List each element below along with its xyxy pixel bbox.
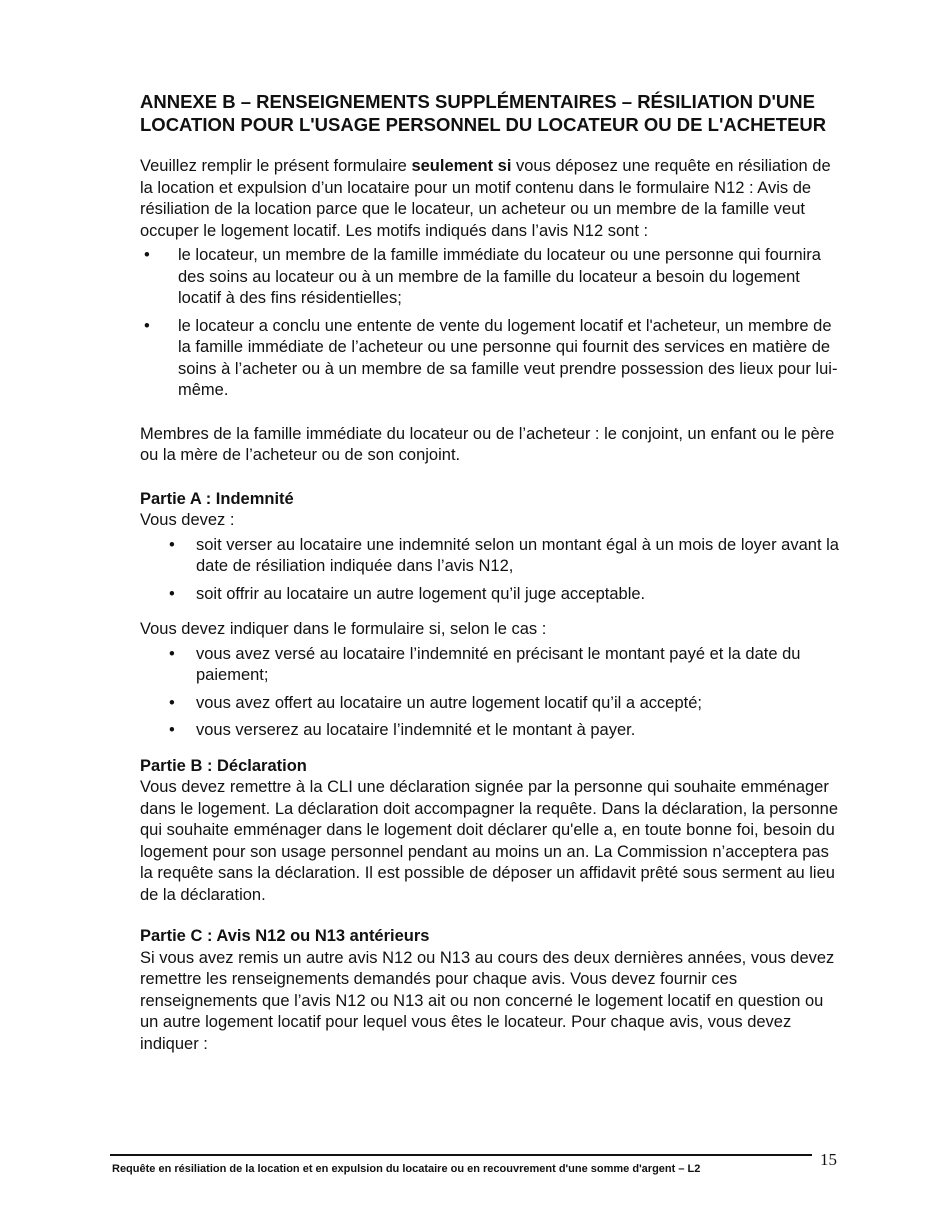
list-item: • vous avez versé au locataire l’indemnité en précisant le montant payé et la date du paiement; <box>140 644 840 687</box>
partie-c-body: Si vous avez remis un autre avis N12 ou N13 au cours des deux dernières années, vous devez remettre les renseignements demandés pour chaque avis. Vous devez fournir ces renseignements que l’avis N12 ou N13 ait ou non concerné le logement locatif en question ou un autre logement locatif pour lequel vous êtes le locateur. Pour chaque avis, vous devez indiquer : <box>140 948 835 1053</box>
partie-a-lead: Vous devez : <box>140 511 235 529</box>
partie-c-title: Partie C : Avis N12 ou N13 antérieurs <box>140 927 430 945</box>
family-definition: Membres de la famille immédiate du locateur ou de l’acheteur : le conjoint, un enfant ou le père ou la mère de l’acheteur ou de son conjoint. <box>140 424 835 464</box>
annex-heading: ANNEXE B – RENSEIGNEMENTS SUPPLÉMENTAIRES – RÉSILIATION D'UNE LOCATION POUR L'USAGE PERSONNEL DU LOCATEUR OU DE L'ACHETEUR <box>140 91 827 135</box>
footer-text: Requête en résiliation de la location et en expulsion du locataire ou en recouvrement d'une somme d'argent – L2 <box>112 1163 701 1175</box>
intro-paragraph <box>140 156 840 242</box>
list-item: • vous verserez au locataire l’indemnité et le montant à payer. <box>140 720 840 742</box>
intro-text-end: vous déposez une requête en résiliation de la location et expulsion d’un locataire pour un motif contenu dans le formulaire N12 : Avis de résiliation de la location parce que le locateur, un acheteur ou un membre de la famille veut occuper le logement locatif. Les motifs indiqués dans l’avis N12 sont : <box>140 157 831 240</box>
page-number: 15 <box>820 1150 837 1169</box>
motifs-list <box>140 245 840 402</box>
list-item: • le locateur a conclu une entente de vente du logement locatif et l'acheteur, un membre de la famille immédiate de l’acheteur ou une personne qui fournit des services en matière de soins à l’acheter ou à un membre de sa famille veut prendre possession des lieux pour lui-même. <box>140 316 840 402</box>
list-item: • vous avez offert au locataire un autre logement locatif qu’il a accepté; <box>140 693 840 715</box>
list-item: • soit offrir au locataire un autre logement qu’il juge acceptable. <box>140 584 840 606</box>
document-page <box>140 90 840 1055</box>
list-item: • le locateur, un membre de la famille immédiate du locateur ou une personne qui fournira des soins au locateur ou à un membre de la famille du locateur a besoin du logement locatif à des fins résidentielles; <box>140 245 840 310</box>
partie-a-options <box>140 535 840 606</box>
list-item: • soit verser au locataire une indemnité selon un montant égal à un mois de loyer avant la date de résiliation indiquée dans l’avis N12, <box>140 535 840 578</box>
partie-b-title: Partie B : Déclaration <box>140 756 307 775</box>
partie-a-title: Partie A : Indemnité <box>140 489 294 508</box>
partie-a-cases <box>140 644 840 742</box>
footer-divider <box>110 1154 812 1156</box>
intro-bold-text: seulement si <box>411 157 512 175</box>
intro-text-start: Veuillez remplir le présent formulaire <box>140 157 412 175</box>
partie-b-body: Vous devez remettre à la CLI une déclaration signée par la personne qui souhaite emménager dans le logement. La déclaration doit accompagner la requête. Dans la déclaration, la personne qui souhaite emménager dans le logement doit déclarer qu'elle a, en toute bonne foi, besoin du logement pour son usage personnel pendant au moins un an. La Commission n’acceptera pas la requête sans la déclaration. Il est possible de déposer un affidavit prêté sous serment au lieu de la déclaration. <box>140 778 839 904</box>
partie-a-lead2: Vous devez indiquer dans le formulaire si, selon le cas : <box>140 620 547 638</box>
